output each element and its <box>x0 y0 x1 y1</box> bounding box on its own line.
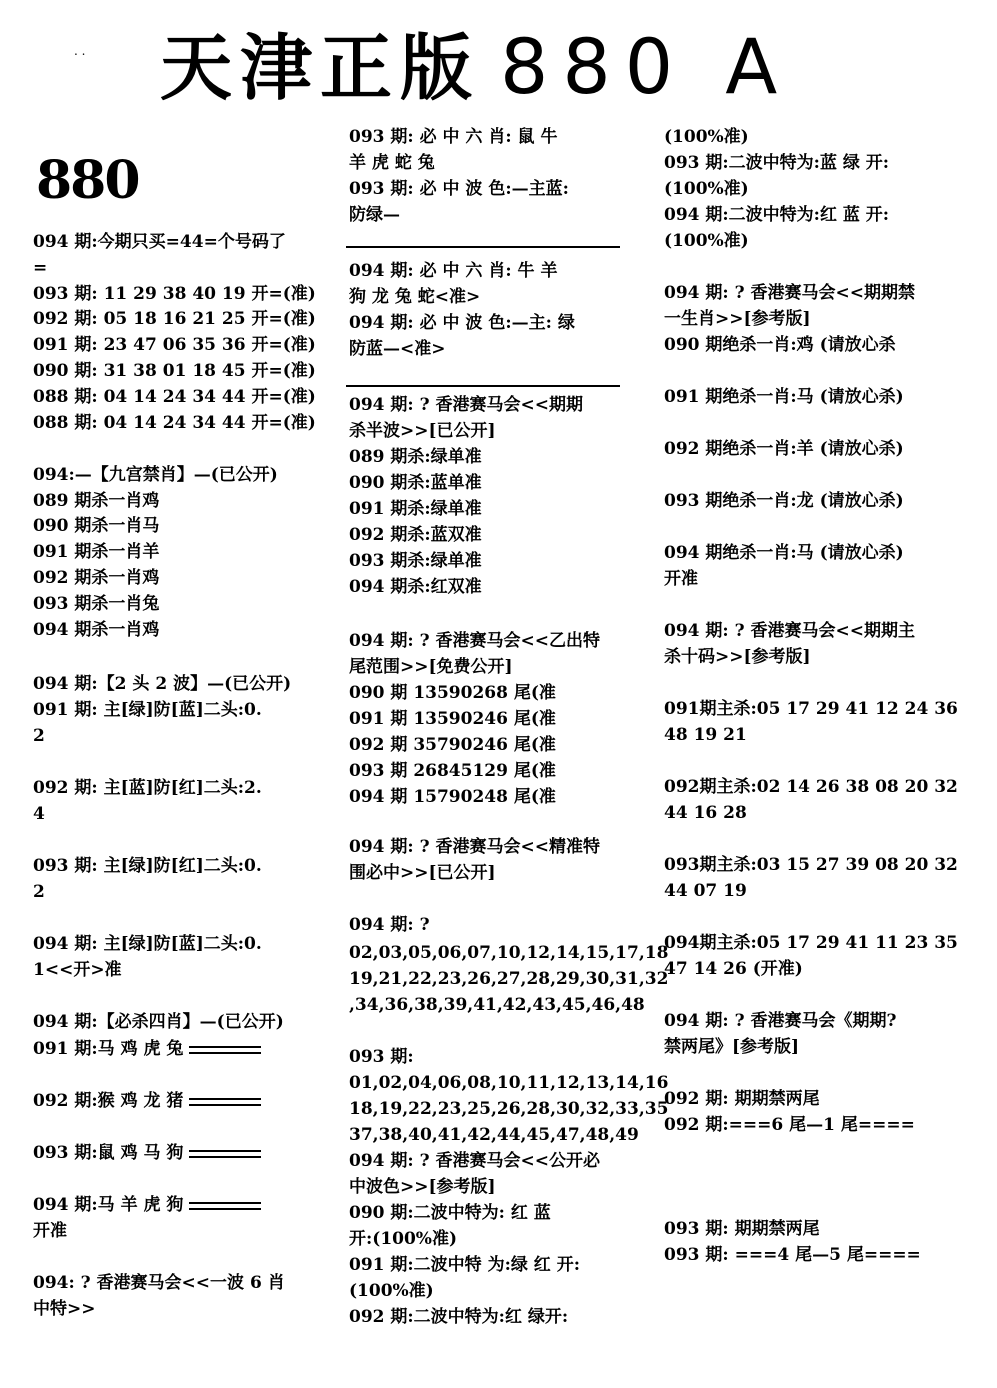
line-text: (100%准) <box>349 1281 434 1301</box>
line-text: 37,38,40,41,42,44,45,47,48,49 <box>349 1125 639 1145</box>
col2-line <box>349 1253 580 1277</box>
line-text: 094 期杀:红双准 <box>349 577 482 597</box>
line-text: 094 期杀一肖鸡 <box>33 620 160 640</box>
line-text: 092 期: 05 18 16 21 25 开=(准) <box>33 309 316 329</box>
col2-line <box>349 445 482 469</box>
col2-line <box>349 125 557 149</box>
line-text: 094 期:二波中特为:红 蓝 开: <box>664 205 890 225</box>
line-text: 开准 <box>33 1221 67 1241</box>
line-text: 杀十码>>[参考版] <box>664 647 811 667</box>
col2-line <box>349 1097 668 1121</box>
badge-880: 880 <box>36 150 139 211</box>
line-text: 094: ? 香港赛马会<<一波 6 肖 <box>33 1273 285 1293</box>
col3-line <box>664 203 889 227</box>
line-text: 094 期:今期只买=44=个号码了 <box>33 232 286 252</box>
line-text: 羊 虎 蛇 兔 <box>349 153 435 173</box>
col1-line <box>33 1141 261 1165</box>
col2-line <box>349 967 668 991</box>
col1-line <box>33 307 316 331</box>
line-text: 090 期杀一肖马 <box>33 516 160 536</box>
line-text: 47 14 26 (开准) <box>664 959 803 979</box>
line-text: 2 <box>33 882 45 902</box>
line-text: 19,21,22,23,26,27,28,29,30,31,32 <box>349 969 669 989</box>
title-dots: . . <box>74 44 86 58</box>
col2-line <box>349 1045 414 1069</box>
col1-line <box>33 359 316 383</box>
col2-line <box>349 629 600 653</box>
col2-line <box>349 259 557 283</box>
line-text: 094 期: ? 香港赛马会<<期期 <box>349 395 583 415</box>
col2-line <box>349 655 513 679</box>
line-text: 开准 <box>664 569 698 589</box>
col3-line <box>664 437 904 461</box>
line-text: 093 期 26845129 尾(准 <box>349 761 556 781</box>
col3-line <box>664 1113 915 1137</box>
line-text: 094 期 15790248 尾(准 <box>349 787 556 807</box>
line-text: 093 期: 11 29 38 40 19 开=(准) <box>33 284 316 304</box>
line-text: 091 期 13590246 尾(准 <box>349 709 556 729</box>
col2-line <box>349 941 668 965</box>
col2-line <box>349 549 482 573</box>
line-text: 094 期:【2 头 2 波】—(已公开) <box>33 674 292 694</box>
col3-line <box>664 775 958 799</box>
col2-line <box>349 707 556 731</box>
line-text: 091 期绝杀一肖:马 (请放心杀) <box>664 387 904 407</box>
line-text: 092 期 35790246 尾(准 <box>349 735 556 755</box>
col2-line <box>349 151 435 175</box>
col2-line <box>349 733 556 757</box>
col2-line <box>349 785 556 809</box>
col2-line <box>349 1123 639 1147</box>
line-text: 094 期: 必 中 六 肖: 牛 羊 <box>349 261 558 281</box>
line-text: 094 期: ? <box>349 915 430 935</box>
line-text: 中特>> <box>33 1299 96 1319</box>
line-text: 091 期: 主[绿]防[蓝]二头:0. <box>33 700 262 720</box>
col3-line <box>664 177 749 201</box>
line-text: 091 期:二波中特 为:绿 红 开: <box>349 1255 580 1275</box>
col1-line <box>33 592 159 616</box>
col1-line <box>33 1193 261 1217</box>
line-text: 093 期: ===4 尾—5 尾==== <box>664 1245 921 1265</box>
col3-line <box>664 879 747 903</box>
line-text: 开:(100%准) <box>349 1229 458 1249</box>
col3-line <box>664 957 803 981</box>
col1-line <box>33 256 47 280</box>
col1-line <box>33 333 316 357</box>
col2-line <box>349 681 556 705</box>
col1-line <box>33 1297 96 1321</box>
line-text: (100%准) <box>664 127 749 147</box>
col2-line <box>349 419 496 443</box>
col2-line <box>349 1071 668 1095</box>
col1-line <box>33 514 159 538</box>
col2-line <box>349 759 556 783</box>
line-text: 094 期: ? 香港赛马会<<乙出特 <box>349 631 600 651</box>
line-text: 44 16 28 <box>664 803 747 823</box>
col1-line <box>33 411 316 435</box>
line-text: 092 期:二波中特为:红 绿开: <box>349 1307 569 1327</box>
double-rule <box>189 1046 261 1054</box>
col2-line <box>349 913 430 937</box>
col1-line <box>33 880 45 904</box>
line-text: 092 期:===6 尾—1 尾==== <box>664 1115 915 1135</box>
col3-line <box>664 1243 921 1267</box>
line-text: 093 期:鼠 鸡 马 狗 <box>33 1143 184 1163</box>
line-text: 093 期: 必 中 六 肖: 鼠 牛 <box>349 127 558 147</box>
line-text: 094:—【九宫禁肖】—(已公开) <box>33 465 278 485</box>
col2-line <box>349 285 480 309</box>
col3-line <box>664 1217 820 1241</box>
line-text: 094 期绝杀一肖:马 (请放心杀) <box>664 543 904 563</box>
line-text: 44 07 19 <box>664 881 747 901</box>
line-text: 093 期绝杀一肖:龙 (请放心杀) <box>664 491 904 511</box>
col2-line <box>349 1305 568 1329</box>
col3-line <box>664 281 915 305</box>
line-text: 092 期杀:蓝双准 <box>349 525 482 545</box>
line-text: 093 期: 必 中 波 色:—主蓝: <box>349 179 569 199</box>
line-text: 094期主杀:05 17 29 41 11 23 35 <box>664 933 958 953</box>
double-rule <box>189 1202 261 1210</box>
col2-line <box>349 177 569 201</box>
col3-line <box>664 307 811 331</box>
line-text: 089 期杀:绿单准 <box>349 447 482 467</box>
col1-line <box>33 463 278 487</box>
col2-line <box>349 471 482 495</box>
col3-line <box>664 541 904 565</box>
line-text: 1<<开>准 <box>33 960 122 980</box>
col1-line <box>33 1271 285 1295</box>
col3-line <box>664 1035 799 1059</box>
line-text: 090 期绝杀一肖:鸡 (请放心杀 <box>664 335 896 355</box>
col1-line <box>33 618 159 642</box>
line-text: 094 期:【必杀四肖】—(已公开) <box>33 1012 284 1032</box>
line-text: 094 期: ? 香港赛马会<<精准特 <box>349 837 600 857</box>
col1-line <box>33 854 262 878</box>
col3-line <box>664 567 698 591</box>
double-rule <box>189 1150 261 1158</box>
col2-line <box>349 393 583 417</box>
col1-line <box>33 282 316 306</box>
line-text: 094 期: ? 香港赛马会《期期? <box>664 1011 897 1031</box>
line-text: 杀半波>>[已公开] <box>349 421 496 441</box>
line-text: 093 期:二波中特为:蓝 绿 开: <box>664 153 890 173</box>
col2-line <box>349 835 600 859</box>
col3-line <box>664 931 958 955</box>
line-text: 18,19,22,23,25,26,28,30,32,33,35 <box>349 1099 669 1119</box>
col3-line <box>664 151 889 175</box>
line-text: 094 期: ? 香港赛马会<<期期禁 <box>664 283 915 303</box>
line-text: 狗 龙 兔 蛇<准> <box>349 287 481 307</box>
col2-line <box>349 1227 457 1251</box>
col3-line <box>664 697 958 721</box>
col2-line <box>349 497 482 521</box>
col3-line <box>664 645 811 669</box>
line-text: 091 期杀:绿单准 <box>349 499 482 519</box>
col3-line <box>664 385 904 409</box>
line-text: 围必中>>[已公开] <box>349 863 496 883</box>
line-text: 090 期 13590268 尾(准 <box>349 683 556 703</box>
line-text: 090 期杀:蓝单准 <box>349 473 482 493</box>
col1-line <box>33 1037 261 1061</box>
col3-line <box>664 723 747 747</box>
col2-line <box>349 337 446 361</box>
col1-line <box>33 230 286 254</box>
line-text: 093 期: 主[绿]防[红]二头:0. <box>33 856 262 876</box>
line-text: 093 期: 期期禁两尾 <box>664 1219 820 1239</box>
line-text: 090 期: 31 38 01 18 45 开=(准) <box>33 361 316 381</box>
line-text: 防蓝—<准> <box>349 339 446 359</box>
line-text: 092 期: 期期禁两尾 <box>664 1089 820 1109</box>
line-text: 中波色>>[参考版] <box>349 1177 496 1197</box>
col2-line <box>349 575 482 599</box>
line-text: 091期主杀:05 17 29 41 12 24 36 <box>664 699 958 719</box>
col1-line <box>33 540 159 564</box>
line-text: 094 期: 必 中 波 色:—主: 绿 <box>349 313 575 333</box>
line-text: 防绿— <box>349 205 400 225</box>
col3-line <box>664 333 896 357</box>
title-code: 880 A <box>500 22 792 111</box>
col3-line <box>664 1009 896 1033</box>
line-text: 092 期绝杀一肖:羊 (请放心杀) <box>664 439 904 459</box>
line-text: 2 <box>33 726 45 746</box>
line-text: 一生肖>>[参考版] <box>664 309 811 329</box>
line-text: 093 期: <box>349 1047 414 1067</box>
line-text: 092期主杀:02 14 26 38 08 20 32 <box>664 777 958 797</box>
col1-line <box>33 724 45 748</box>
col1-line <box>33 566 159 590</box>
col3-line <box>664 1087 820 1111</box>
col2-line <box>349 1175 496 1199</box>
line-text: 094 期: ? 香港赛马会<<公开必 <box>349 1151 600 1171</box>
line-text: 094 期:马 羊 虎 狗 <box>33 1195 184 1215</box>
line-text: 094 期: ? 香港赛马会<<期期主 <box>664 621 915 641</box>
line-text: 091 期杀一肖羊 <box>33 542 160 562</box>
double-rule <box>189 1098 261 1106</box>
col1-line <box>33 1089 261 1113</box>
col1-line <box>33 1010 284 1034</box>
col1-line <box>33 698 262 722</box>
line-text: 089 期杀一肖鸡 <box>33 491 160 511</box>
line-text: = <box>33 258 48 278</box>
column-middle <box>349 0 669 1388</box>
col3-line <box>664 229 749 253</box>
line-text: 091 期:马 鸡 虎 兔 <box>33 1039 184 1059</box>
column-left <box>33 0 333 1388</box>
col3-line <box>664 489 904 513</box>
line-text: 094 期: 主[绿]防[蓝]二头:0. <box>33 934 262 954</box>
line-text: 093期主杀:03 15 27 39 08 20 32 <box>664 855 958 875</box>
line-text: 093 期杀:绿单准 <box>349 551 482 571</box>
col1-line <box>33 802 45 826</box>
column-right <box>664 0 964 1388</box>
line-text: 01,02,04,06,08,10,11,12,13,14,16 <box>349 1073 669 1093</box>
line-text: 088 期: 04 14 24 34 44 开=(准) <box>33 387 316 407</box>
line-text: 088 期: 04 14 24 34 44 开=(准) <box>33 413 316 433</box>
title-main: 天津正版 <box>160 25 481 110</box>
line-text: 091 期: 23 47 06 35 36 开=(准) <box>33 335 316 355</box>
col3-line <box>664 125 749 149</box>
col1-line <box>33 932 262 956</box>
line-text: (100%准) <box>664 179 749 199</box>
line-text: 092 期:猴 鸡 龙 猪 <box>33 1091 184 1111</box>
line-text: 090 期:二波中特为: 红 蓝 <box>349 1203 551 1223</box>
col3-line <box>664 619 915 643</box>
line-text: (100%准) <box>664 231 749 251</box>
line-text: 尾范围>>[免费公开] <box>349 657 513 677</box>
col1-line <box>33 958 122 982</box>
col2-line <box>349 311 575 335</box>
col2-line <box>349 1279 434 1303</box>
col2-line <box>349 523 482 547</box>
col1-line <box>33 385 316 409</box>
col1-line <box>33 1219 67 1243</box>
col2-line <box>349 861 496 885</box>
col1-line <box>33 489 159 513</box>
line-text: 092 期: 主[蓝]防[红]二头:2. <box>33 778 262 798</box>
line-text: 48 19 21 <box>664 725 747 745</box>
col3-line <box>664 801 747 825</box>
col1-line <box>33 776 262 800</box>
line-text: 093 期杀一肖兔 <box>33 594 160 614</box>
col2-line <box>349 203 400 227</box>
col3-line <box>664 853 958 877</box>
line-text: 禁两尾》[参考版] <box>664 1037 800 1057</box>
line-text: 4 <box>33 804 45 824</box>
line-text: ,34,36,38,39,41,42,43,45,46,48 <box>349 995 645 1015</box>
line-text: 02,03,05,06,07,10,12,14,15,17,18 <box>349 943 669 963</box>
col2-line <box>349 1201 551 1225</box>
col1-line <box>33 672 291 696</box>
line-text: 092 期杀一肖鸡 <box>33 568 160 588</box>
col2-line <box>349 993 645 1017</box>
col2-line <box>349 1149 600 1173</box>
